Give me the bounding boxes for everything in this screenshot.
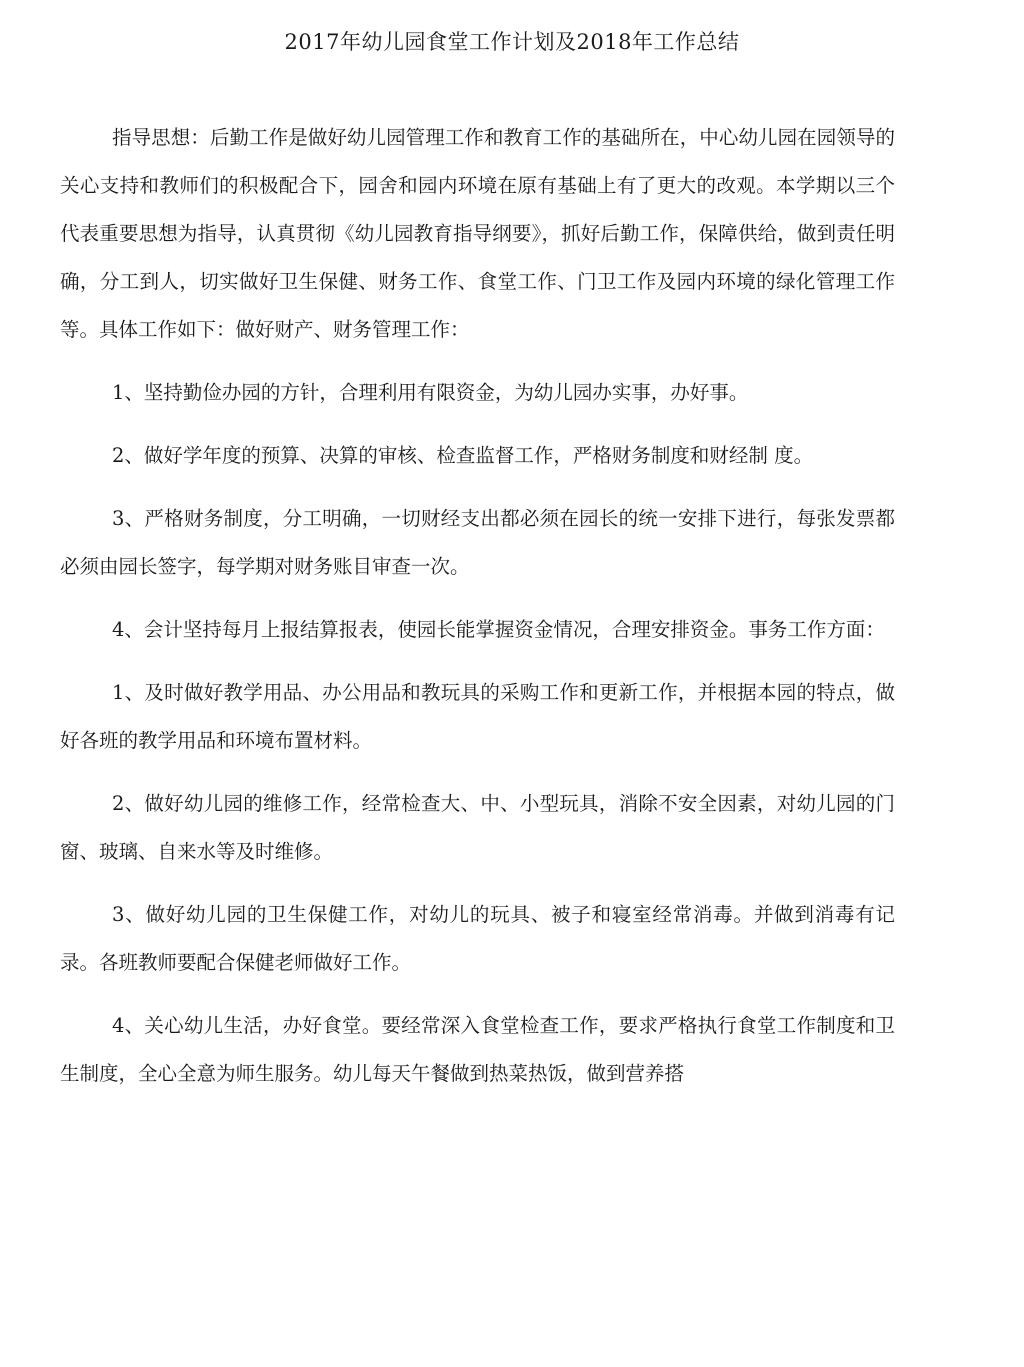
paragraph-finance-item-2: 2、做好学年度的预算、决算的审核、检查监督工作，严格财务制度和财经制 度。	[112, 444, 814, 467]
paragraph-affairs-item-4: 4、关心幼儿生活，办好食堂。要经常深入食堂检查工作，要求严格执行食堂工作制度和卫生制度，全心全意为师生服务。幼儿每天午餐做到热菜热饭，做到营养搭	[60, 1014, 895, 1085]
paragraph-affairs-item-1: 1、及时做好教学用品、办公用品和教玩具的采购工作和更新工作，并根据本园的特点，做好各班的教学用品和环境布置材料。	[60, 681, 895, 752]
document-title: 2017年幼儿园食堂工作计划及2018年工作总结	[284, 30, 740, 54]
paragraph-guiding-ideology: 指导思想：后勤工作是做好幼儿园管理工作和教育工作的基础所在，中心幼儿园在园领导的关心支持和教师们的积极配合下，园舍和园内环境在原有基础上有了更大的改观。本学期以三个代表重要思想为指导，认真贯彻《幼儿园教育指导纲要》，抓好后勤工作，保障供给，做到责任明确，分工到人，切实做好卫生保健、财务工作、食堂工作、门卫工作及园内环境的绿化管理工作等。具体工作如下：做好财产、财务管理工作：	[60, 126, 895, 341]
paragraph-finance-item-1: 1、坚持勤俭办园的方针，合理利用有限资金，为幼儿园办实事，办好事。	[112, 381, 749, 404]
paragraph-affairs-item-3: 3、做好幼儿园的卫生保健工作，对幼儿的玩具、被子和寝室经常消毒。并做到消毒有记录。各班教师要配合保健老师做好工作。	[60, 903, 895, 974]
paragraph-finance-item-4: 4、会计坚持每月上报结算报表，使园长能掌握资金情况，合理安排资金。事务工作方面：	[112, 618, 885, 641]
paragraph-affairs-item-2: 2、做好幼儿园的维修工作，经常检查大、中、小型玩具，消除不安全因素，对幼儿园的门窗、玻璃、自来水等及时维修。	[60, 792, 895, 863]
paragraph-finance-item-3: 3、严格财务制度，分工明确，一切财经支出都必须在园长的统一安排下进行，每张发票都必须由园长签字，每学期对财务账目审查一次。	[60, 507, 895, 578]
document-body	[60, 114, 895, 1098]
